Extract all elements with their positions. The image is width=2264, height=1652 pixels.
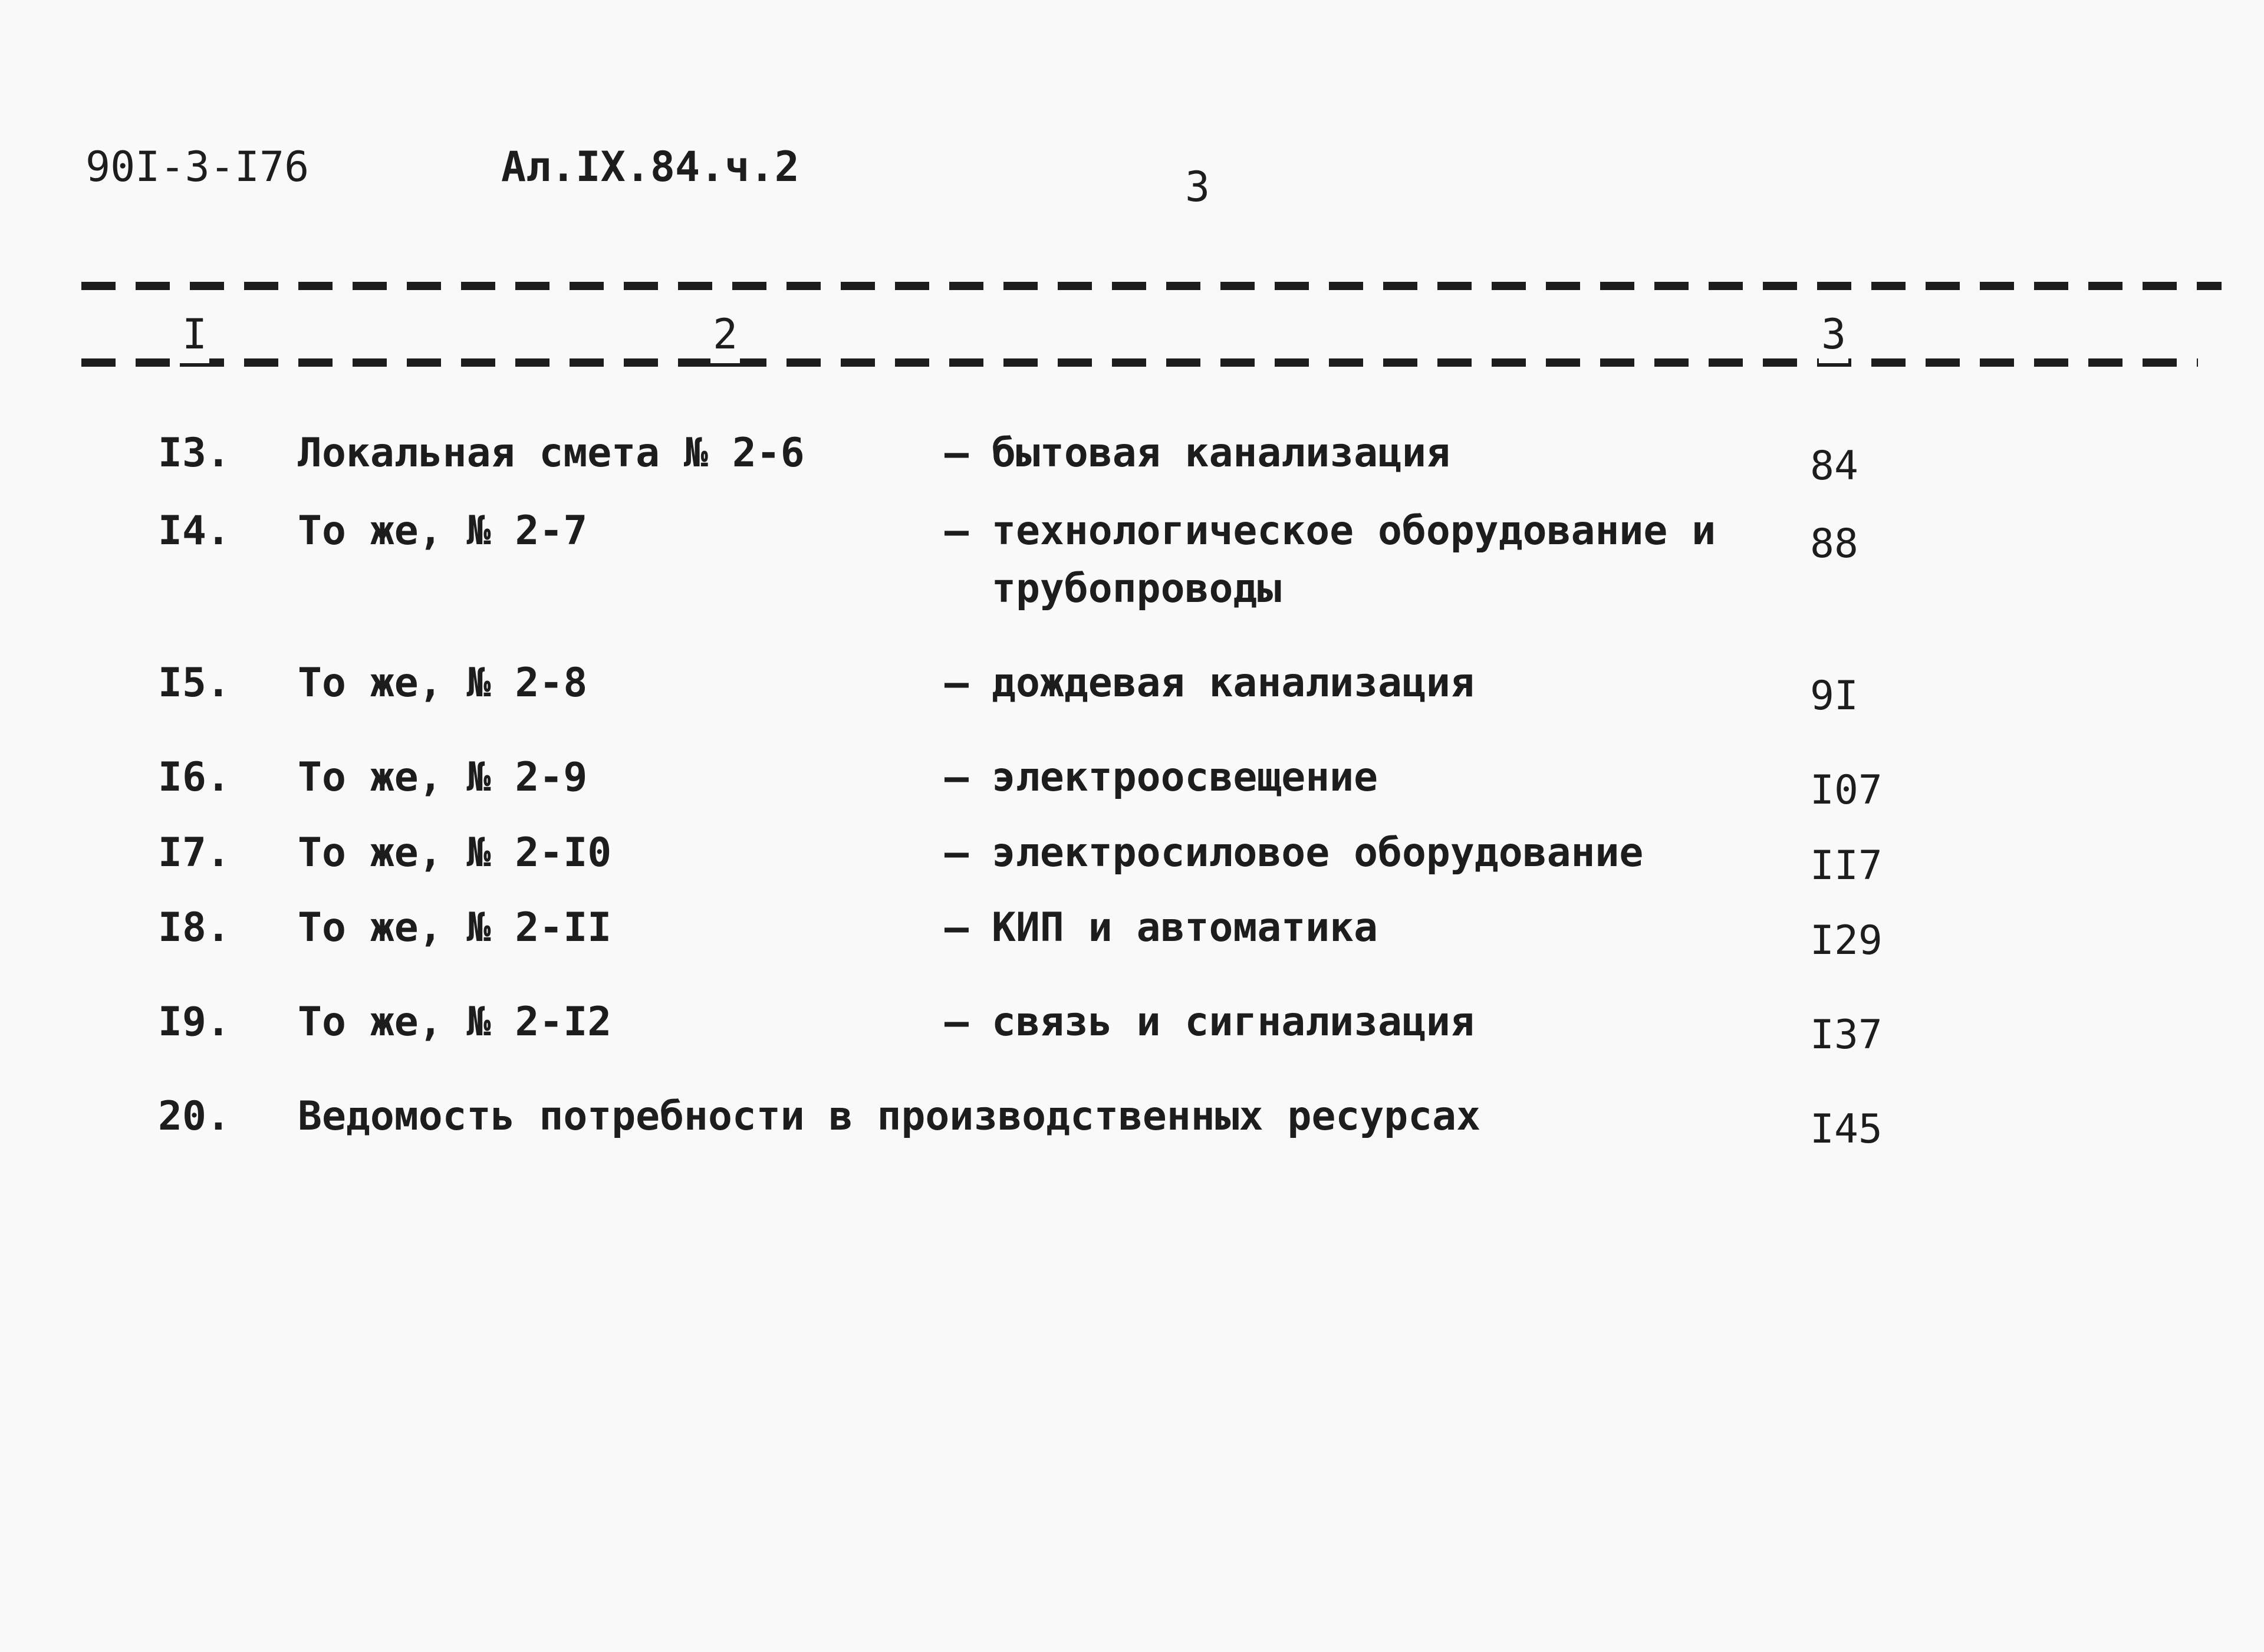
dashed-rule-top (81, 282, 2222, 290)
estimate-name: То же, № 2-7 (298, 508, 588, 554)
estimate-name: То же, № 2-I0 (298, 830, 612, 876)
row-number: I3. (158, 430, 231, 476)
column-number-2: 2 (710, 314, 740, 367)
estimate-name: Локальная смета № 2-6 (298, 430, 805, 476)
page-ref: II7 (1810, 843, 1883, 889)
estimate-name: То же, № 2-8 (298, 660, 588, 706)
estimate-name: То же, № 2-9 (298, 754, 588, 801)
page-ref: 88 (1810, 521, 1858, 567)
section-description: дождевая канализация (992, 660, 1475, 706)
section-description: электроосвещение (992, 754, 1378, 801)
row-number: 20. (158, 1093, 231, 1140)
document-code: 90I-3-I76 (85, 143, 310, 191)
section-description: КИП и автоматика (992, 904, 1378, 951)
page-ref: I07 (1810, 767, 1883, 814)
section-description: бытовая канализация (992, 430, 1450, 476)
row-number: I5. (158, 660, 231, 706)
row-dash: – (945, 999, 969, 1045)
row-dash: – (945, 430, 969, 476)
estimate-name: То же, № 2-I2 (298, 999, 612, 1045)
row-dash: – (945, 904, 969, 951)
row-number: I6. (158, 754, 231, 801)
resource-statement: Ведомость потребности в производственных ресурсах (298, 1093, 1481, 1140)
section-description: технологическое оборудование и трубопроводы (992, 508, 1716, 612)
row-number: I7. (158, 830, 231, 876)
section-description: электросиловое оборудование (992, 830, 1644, 876)
dashed-rule-bottom (81, 358, 2198, 367)
page-ref: I45 (1810, 1106, 1883, 1153)
section-description: связь и сигнализация (992, 999, 1475, 1045)
page-ref: I37 (1810, 1012, 1883, 1058)
column-number-3: 3 (1819, 314, 1848, 367)
page-ref: 9I (1810, 673, 1858, 719)
row-dash: – (945, 508, 969, 554)
row-dash: – (945, 830, 969, 876)
row-number: I8. (158, 904, 231, 951)
row-dash: – (945, 660, 969, 706)
page-ref: 84 (1810, 443, 1858, 489)
album-reference: Ал.IX.84.ч.2 (501, 143, 799, 191)
row-number: I4. (158, 508, 231, 554)
page-ref: I29 (1810, 917, 1883, 964)
row-dash: – (945, 754, 969, 801)
row-number: I9. (158, 999, 231, 1045)
estimate-name: То же, № 2-II (298, 904, 612, 951)
column-number-1: I (180, 314, 209, 367)
page-number: 3 (1185, 163, 1210, 211)
